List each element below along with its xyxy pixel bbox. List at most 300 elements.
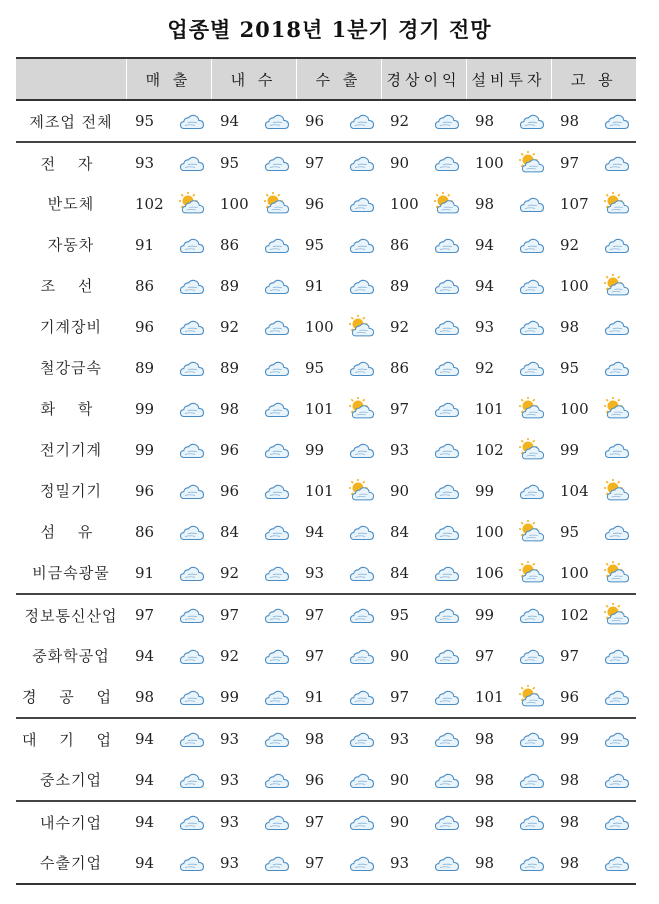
table-row	[16, 635, 636, 676]
cloudy-icon	[264, 151, 290, 175]
page-title: 업종별 2018년 1분기 경기 전망	[167, 17, 492, 42]
index-value: 98	[560, 317, 580, 336]
table-row	[16, 759, 636, 801]
index-value: 92	[390, 317, 410, 336]
cloudy-icon	[434, 479, 460, 503]
cloudy-icon	[349, 768, 375, 792]
index-value: 98	[475, 194, 495, 213]
index-value: 94	[220, 112, 240, 130]
cloudy-icon	[179, 151, 205, 175]
cloudy-icon	[179, 685, 205, 709]
cell-sales	[126, 718, 211, 759]
cell-domestic	[211, 511, 296, 552]
row-label: 정밀기기	[40, 482, 102, 500]
row-label: 중화학공업	[32, 647, 110, 665]
index-value: 90	[390, 154, 410, 172]
index-value: 93	[390, 730, 410, 748]
cloudy-icon	[264, 644, 290, 668]
cell-employment	[551, 429, 636, 470]
cell-profit	[381, 306, 466, 347]
index-value: 97	[560, 646, 580, 665]
index-value: 94	[475, 276, 495, 295]
index-value: 97	[475, 646, 495, 665]
cell-profit	[381, 759, 466, 801]
index-value: 97	[390, 687, 410, 706]
row-label: 전기기계	[40, 441, 102, 459]
index-value: 99	[560, 440, 580, 459]
cell-domestic	[211, 388, 296, 429]
cloudy-icon	[179, 561, 205, 585]
cell-export	[296, 552, 381, 594]
header-investment: 설비투자	[466, 58, 551, 100]
index-value: 94	[135, 646, 155, 665]
cloudy-icon	[434, 851, 460, 875]
cloudy-icon	[604, 356, 630, 380]
table-row	[16, 183, 636, 224]
cloudy-icon	[519, 727, 545, 751]
partly-sunny-icon	[604, 603, 630, 627]
cell-sales	[126, 347, 211, 388]
index-value: 100	[560, 276, 589, 295]
cell-employment	[551, 676, 636, 718]
index-value: 99	[135, 440, 155, 459]
cell-profit	[381, 265, 466, 306]
cell-domestic	[211, 142, 296, 183]
index-value: 100	[305, 317, 334, 336]
cell-export	[296, 142, 381, 183]
cell-sales	[126, 142, 211, 183]
index-value: 97	[305, 813, 325, 831]
cloudy-icon	[264, 274, 290, 298]
cell-investment	[466, 511, 551, 552]
cell-domestic	[211, 635, 296, 676]
partly-sunny-icon	[349, 479, 375, 503]
index-value: 92	[475, 358, 495, 377]
cell-employment	[551, 718, 636, 759]
index-value: 98	[475, 112, 495, 130]
table-row	[16, 142, 636, 183]
index-value: 101	[305, 481, 334, 500]
index-value: 98	[560, 112, 580, 130]
index-value: 100	[475, 522, 504, 541]
cell-investment	[466, 100, 551, 142]
cell-investment	[466, 470, 551, 511]
index-value: 86	[390, 358, 410, 377]
index-value: 102	[475, 440, 504, 459]
cloudy-icon	[264, 851, 290, 875]
index-value: 93	[220, 730, 240, 748]
cloudy-icon	[434, 356, 460, 380]
partly-sunny-icon	[179, 192, 205, 216]
index-value: 96	[305, 112, 325, 130]
cell-sales	[126, 759, 211, 801]
cloudy-icon	[264, 315, 290, 339]
cell-employment	[551, 388, 636, 429]
index-value: 99	[305, 440, 325, 459]
cell-employment	[551, 265, 636, 306]
cloudy-icon	[604, 768, 630, 792]
cloudy-icon	[179, 315, 205, 339]
index-value: 97	[305, 154, 325, 172]
partly-sunny-icon	[519, 151, 545, 175]
index-value: 89	[220, 276, 240, 295]
index-value: 95	[305, 358, 325, 377]
cell-profit	[381, 470, 466, 511]
cloudy-icon	[604, 520, 630, 544]
cloudy-icon	[519, 233, 545, 257]
index-value: 100	[220, 194, 249, 213]
cell-sales	[126, 801, 211, 842]
cell-export	[296, 183, 381, 224]
cell-export	[296, 759, 381, 801]
table-row	[16, 801, 636, 842]
cell-sales	[126, 552, 211, 594]
index-value: 92	[390, 112, 410, 130]
cell-export	[296, 429, 381, 470]
cell-sales	[126, 224, 211, 265]
index-value: 89	[220, 358, 240, 377]
cell-profit	[381, 388, 466, 429]
cell-domestic	[211, 470, 296, 511]
cell-profit	[381, 511, 466, 552]
partly-sunny-icon	[604, 397, 630, 421]
index-value: 107	[560, 194, 589, 213]
index-value: 102	[135, 194, 164, 213]
cell-sales	[126, 594, 211, 635]
cell-export	[296, 718, 381, 759]
cell-profit	[381, 594, 466, 635]
index-value: 93	[475, 317, 495, 336]
cell-profit	[381, 801, 466, 842]
index-value: 98	[475, 770, 495, 789]
cloudy-icon	[349, 644, 375, 668]
cloudy-icon	[604, 644, 630, 668]
cloudy-icon	[179, 644, 205, 668]
table-row	[16, 470, 636, 511]
cloudy-icon	[519, 192, 545, 216]
partly-sunny-icon	[604, 192, 630, 216]
row-label: 기계장비	[40, 318, 102, 336]
cell-profit	[381, 718, 466, 759]
partly-sunny-icon	[519, 685, 545, 709]
cell-employment	[551, 306, 636, 347]
cloudy-icon	[434, 685, 460, 709]
cloudy-icon	[349, 603, 375, 627]
cloudy-icon	[519, 479, 545, 503]
cloudy-icon	[604, 438, 630, 462]
cell-export	[296, 470, 381, 511]
cell-investment	[466, 842, 551, 884]
cloudy-icon	[264, 479, 290, 503]
cell-investment	[466, 635, 551, 676]
cloudy-icon	[434, 233, 460, 257]
index-value: 98	[560, 770, 580, 789]
cell-sales	[126, 635, 211, 676]
forecast-table	[16, 57, 636, 885]
cell-investment	[466, 801, 551, 842]
cell-sales	[126, 100, 211, 142]
cell-employment	[551, 100, 636, 142]
cloudy-icon	[519, 768, 545, 792]
table-row	[16, 511, 636, 552]
cell-employment	[551, 511, 636, 552]
cell-employment	[551, 594, 636, 635]
index-value: 97	[305, 853, 325, 872]
cloudy-icon	[349, 685, 375, 709]
cell-export	[296, 224, 381, 265]
index-value: 93	[390, 853, 410, 872]
index-value: 94	[135, 813, 155, 831]
row-label: 자동차	[47, 236, 95, 254]
cloudy-icon	[264, 603, 290, 627]
partly-sunny-icon	[519, 520, 545, 544]
index-value: 92	[220, 646, 240, 665]
cell-sales	[126, 470, 211, 511]
header-sales: 매 출	[126, 58, 211, 100]
cloudy-icon	[604, 315, 630, 339]
index-value: 98	[135, 687, 155, 706]
cloudy-icon	[519, 603, 545, 627]
index-value: 90	[390, 646, 410, 665]
header-domestic: 내 수	[211, 58, 296, 100]
cell-investment	[466, 224, 551, 265]
row-label: 비금속광물	[32, 564, 110, 582]
cloudy-icon	[434, 315, 460, 339]
cloudy-icon	[264, 233, 290, 257]
cloudy-icon	[434, 274, 460, 298]
cell-sales	[126, 306, 211, 347]
cell-profit	[381, 142, 466, 183]
index-value: 96	[220, 481, 240, 500]
row-label: 섬 유	[40, 523, 102, 541]
row-label: 경 공 업	[21, 688, 120, 706]
row-label: 대 기 업	[16, 718, 126, 759]
header-employment: 고 용	[551, 58, 636, 100]
cell-sales	[126, 183, 211, 224]
cell-employment	[551, 801, 636, 842]
cell-domestic	[211, 306, 296, 347]
cloudy-icon	[179, 727, 205, 751]
header-export: 수 출	[296, 58, 381, 100]
index-value: 98	[305, 730, 325, 748]
cell-profit	[381, 224, 466, 265]
cloudy-icon	[179, 109, 205, 133]
index-value: 93	[390, 440, 410, 459]
cloudy-icon	[604, 233, 630, 257]
cloudy-icon	[349, 192, 375, 216]
index-value: 96	[305, 194, 325, 213]
table-row	[16, 265, 636, 306]
cloudy-icon	[179, 520, 205, 544]
cell-profit	[381, 183, 466, 224]
cell-profit	[381, 635, 466, 676]
cell-domestic	[211, 265, 296, 306]
cell-profit	[381, 842, 466, 884]
cloudy-icon	[349, 233, 375, 257]
cloudy-icon	[179, 768, 205, 792]
cell-sales	[126, 388, 211, 429]
table-row	[16, 552, 636, 594]
table-body	[16, 100, 636, 884]
cloudy-icon	[349, 151, 375, 175]
index-value: 94	[135, 770, 155, 789]
cloudy-icon	[264, 727, 290, 751]
cloudy-icon	[349, 851, 375, 875]
cell-investment	[466, 429, 551, 470]
cloudy-icon	[264, 520, 290, 544]
index-value: 84	[390, 522, 410, 541]
cloudy-icon	[519, 810, 545, 834]
cloudy-icon	[349, 274, 375, 298]
cell-investment	[466, 676, 551, 718]
index-value: 96	[220, 440, 240, 459]
row-label: 철강금속	[40, 359, 102, 377]
partly-sunny-icon	[519, 561, 545, 585]
index-value: 93	[220, 813, 240, 831]
index-value: 101	[475, 399, 504, 418]
cloudy-icon	[434, 438, 460, 462]
index-value: 84	[390, 563, 410, 582]
index-value: 93	[135, 154, 155, 172]
cell-domestic	[211, 100, 296, 142]
row-label: 조 선	[40, 277, 102, 295]
index-value: 89	[135, 358, 155, 377]
cloudy-icon	[179, 851, 205, 875]
index-value: 92	[220, 317, 240, 336]
index-value: 94	[135, 853, 155, 872]
cloudy-icon	[179, 233, 205, 257]
cloudy-icon	[349, 561, 375, 585]
index-value: 89	[390, 276, 410, 295]
cell-domestic	[211, 759, 296, 801]
cell-employment	[551, 224, 636, 265]
cell-employment	[551, 470, 636, 511]
cloudy-icon	[264, 685, 290, 709]
index-value: 90	[390, 770, 410, 789]
cloudy-icon	[179, 438, 205, 462]
index-value: 98	[560, 853, 580, 872]
cloudy-icon	[604, 810, 630, 834]
cell-domestic	[211, 718, 296, 759]
cloudy-icon	[179, 356, 205, 380]
cloudy-icon	[179, 603, 205, 627]
index-value: 99	[135, 399, 155, 418]
cell-investment	[466, 347, 551, 388]
index-value: 99	[475, 606, 495, 624]
cell-sales	[126, 676, 211, 718]
cloudy-icon	[264, 356, 290, 380]
cloudy-icon	[519, 356, 545, 380]
index-value: 97	[560, 154, 580, 172]
index-value: 96	[135, 481, 155, 500]
cloudy-icon	[434, 644, 460, 668]
cell-export	[296, 801, 381, 842]
cloudy-icon	[434, 151, 460, 175]
index-value: 86	[135, 276, 155, 295]
cell-investment	[466, 183, 551, 224]
cloudy-icon	[349, 109, 375, 133]
cloudy-icon	[434, 561, 460, 585]
index-value: 95	[135, 112, 155, 130]
cloudy-icon	[349, 356, 375, 380]
cell-employment	[551, 635, 636, 676]
cell-export	[296, 265, 381, 306]
cell-domestic	[211, 183, 296, 224]
cloudy-icon	[519, 851, 545, 875]
cell-domestic	[211, 842, 296, 884]
cell-export	[296, 388, 381, 429]
index-value: 102	[560, 606, 589, 624]
cell-investment	[466, 142, 551, 183]
index-value: 98	[220, 399, 240, 418]
cloudy-icon	[349, 727, 375, 751]
partly-sunny-icon	[519, 438, 545, 462]
index-value: 91	[305, 687, 325, 706]
cloudy-icon	[519, 274, 545, 298]
table-row	[16, 306, 636, 347]
cell-export	[296, 842, 381, 884]
index-value: 86	[135, 522, 155, 541]
index-value: 90	[390, 813, 410, 831]
cell-profit	[381, 429, 466, 470]
cell-export	[296, 676, 381, 718]
cloudy-icon	[179, 274, 205, 298]
cloudy-icon	[604, 727, 630, 751]
row-label: 내수기업	[16, 801, 126, 842]
partly-sunny-icon	[349, 397, 375, 421]
index-value: 94	[135, 730, 155, 748]
cloudy-icon	[434, 109, 460, 133]
cell-employment	[551, 759, 636, 801]
cell-sales	[126, 511, 211, 552]
index-value: 97	[305, 646, 325, 665]
index-value: 96	[135, 317, 155, 336]
cell-export	[296, 306, 381, 347]
index-value: 104	[560, 481, 589, 500]
cell-sales	[126, 265, 211, 306]
index-value: 91	[135, 235, 155, 254]
cell-investment	[466, 388, 551, 429]
cell-employment	[551, 183, 636, 224]
cell-domestic	[211, 347, 296, 388]
index-value: 98	[475, 730, 495, 748]
index-value: 92	[560, 235, 580, 254]
index-value: 101	[305, 399, 334, 418]
cloudy-icon	[179, 810, 205, 834]
cell-domestic	[211, 429, 296, 470]
cell-domestic	[211, 676, 296, 718]
index-value: 99	[475, 481, 495, 500]
index-value: 97	[390, 399, 410, 418]
index-value: 100	[560, 399, 589, 418]
cloudy-icon	[349, 810, 375, 834]
index-value: 95	[220, 154, 240, 172]
cloudy-icon	[604, 851, 630, 875]
cell-investment	[466, 718, 551, 759]
index-value: 95	[305, 235, 325, 254]
cloudy-icon	[519, 109, 545, 133]
cell-profit	[381, 347, 466, 388]
cell-employment	[551, 552, 636, 594]
cloudy-icon	[434, 810, 460, 834]
partly-sunny-icon	[604, 274, 630, 298]
cloudy-icon	[519, 644, 545, 668]
index-value: 100	[390, 194, 419, 213]
partly-sunny-icon	[519, 397, 545, 421]
cell-investment	[466, 594, 551, 635]
index-value: 95	[390, 606, 410, 624]
index-value: 98	[475, 813, 495, 831]
